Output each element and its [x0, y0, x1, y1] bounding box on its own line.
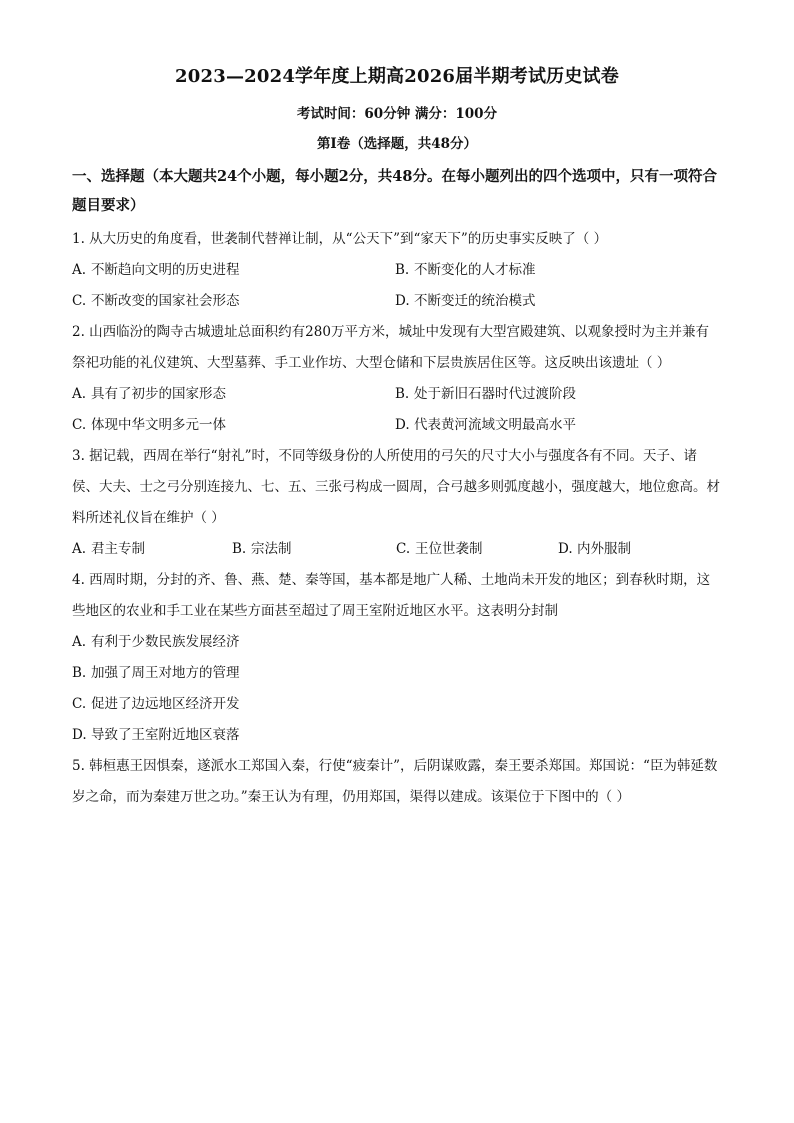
option-d [395, 410, 722, 441]
option-letter: C. [72, 293, 87, 309]
option-d [72, 720, 722, 751]
option-text: 王位世袭制 [415, 541, 483, 557]
option-letter: C. [72, 696, 87, 712]
part-one-heading: 一、选择题（本大题共24个小题，每小题2分，共48分。在每小题列出的四个选项中，只有一项符合题目要求） [72, 168, 717, 214]
question-5 [72, 751, 722, 813]
option-letter: A. [72, 262, 87, 278]
option-text: 不断变迁的统治模式 [414, 293, 536, 309]
option-letter: B. [72, 665, 87, 681]
option-a [72, 627, 722, 658]
option-list [72, 255, 722, 317]
option-text: 具有了初步的国家形态 [91, 386, 226, 402]
question-2 [72, 317, 722, 441]
question-stem: 3. 据记载，西周在举行“射礼”时，不同等级身份的人所使用的弓矢的尺寸大小与强度各有不同。天子、诸侯、大夫、士之弓分别连接九、七、五、三张弓构成一圆周，合弓越多则弧度越小，强度越大，地位愈高。材料所述礼仪旨在维护（ ） [72, 448, 720, 526]
option-letter: C. [396, 541, 411, 557]
option-text: 体现中华文明多元一体 [91, 417, 226, 433]
option-letter: A. [72, 541, 87, 557]
option-text: 有利于少数民族发展经济 [91, 634, 240, 650]
volume-title: 第Ⅰ卷（选择题，共48分） [316, 136, 478, 152]
option-b [72, 658, 722, 689]
option-letter: B. [395, 262, 410, 278]
option-letter: C. [72, 417, 87, 433]
question-1 [72, 224, 722, 317]
option-list [72, 627, 722, 751]
option-text: 宗法制 [251, 541, 292, 557]
option-a [72, 255, 395, 286]
option-text: 不断趋向文明的历史进程 [91, 262, 240, 278]
question-4 [72, 565, 722, 751]
option-text: 导致了王室附近地区衰落 [91, 727, 240, 743]
option-letter: D. [395, 293, 410, 309]
option-a [72, 534, 232, 565]
question-stem: 1. 从大历史的角度看，世袭制代替禅让制，从“公天下”到“家天下”的历史事实反映了（ ） [72, 231, 608, 247]
option-c [72, 410, 395, 441]
exam-page [72, 62, 722, 813]
option-list [72, 534, 722, 565]
option-text: 加强了周王对地方的管理 [91, 665, 240, 681]
question-3 [72, 441, 722, 565]
option-c [396, 534, 558, 565]
option-c [72, 689, 722, 720]
question-stem: 4. 西周时期，分封的齐、鲁、燕、楚、秦等国，基本都是地广人稀、土地尚未开发的地区；到春秋时期，这些地区的农业和手工业在某些方面甚至超过了周王室附近地区水平。这表明分封制 [72, 572, 711, 619]
option-text: 代表黄河流域文明最高水平 [414, 417, 576, 433]
option-text: 处于新旧石器时代过渡阶段 [414, 386, 576, 402]
question-stem: 5. 韩桓惠王因惧秦，遂派水工郑国入秦，行使“疲秦计”，后阴谋败露，秦王要杀郑国。郑国说：“臣为韩延数岁之命，而为秦建万世之功。”秦王认为有理，仍用郑国，渠得以建成。该渠位于下图中的（ ） [72, 758, 718, 805]
option-d [558, 534, 722, 565]
option-letter: D. [395, 417, 410, 433]
exam-info: 考试时间：60分钟 满分：100分 [296, 106, 498, 122]
exam-title: 2023—2024学年度上期高2026届半期考试历史试卷 [175, 66, 619, 87]
option-a [72, 379, 395, 410]
question-stem: 2. 山西临汾的陶寺古城遗址总面积约有280万平方米，城址中发现有大型宫殿建筑、以观象授时为主并兼有祭祀功能的礼仪建筑、大型墓葬、手工业作坊、大型仓储和下层贵族居住区等。这反映出该遗址（ ） [72, 324, 709, 371]
option-list [72, 379, 722, 441]
option-text: 君主专制 [91, 541, 145, 557]
option-b [395, 379, 722, 410]
option-text: 促进了边远地区经济开发 [91, 696, 240, 712]
option-letter: A. [72, 386, 87, 402]
option-text: 不断改变的国家社会形态 [91, 293, 240, 309]
option-text: 不断变化的人才标准 [414, 262, 536, 278]
option-letter: B. [395, 386, 410, 402]
option-text: 内外服制 [577, 541, 631, 557]
option-c [72, 286, 395, 317]
option-d [395, 286, 722, 317]
option-letter: B. [232, 541, 247, 557]
option-b [395, 255, 722, 286]
option-letter: D. [558, 541, 573, 557]
option-b [232, 534, 396, 565]
option-letter: D. [72, 727, 87, 743]
option-letter: A. [72, 634, 87, 650]
